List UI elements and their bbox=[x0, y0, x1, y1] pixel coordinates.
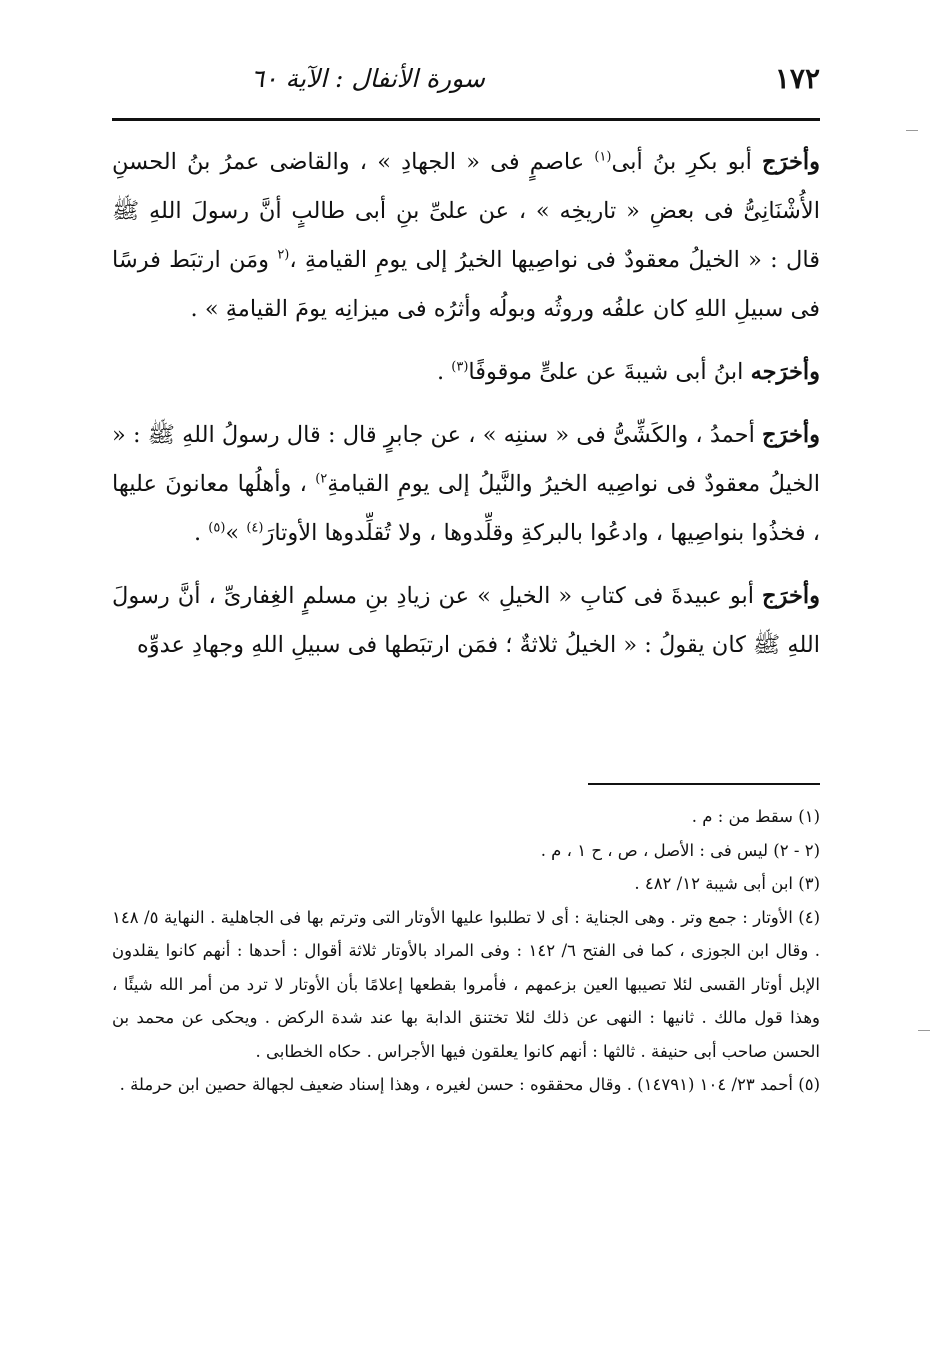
paragraph-text: عاصمٍ فى « الجهادِ » ، والقاضى عمرُ بنُ الحسنِ الأُشْنَانِىُّ فى بعضِ « تاريخِه » ، عن علىِّ بنِ أبى طالبٍ أنَّ رسولَ اللهِ ﷺ قال : « الخيلُ معقودٌ فى نواصِيها الخيرُ إلى يومِ القيامةِ ، bbox=[112, 149, 820, 273]
page-header bbox=[110, 58, 820, 104]
footnote-rule bbox=[588, 783, 820, 785]
paragraph-2 bbox=[112, 348, 820, 397]
scan-edge-mark bbox=[918, 1030, 930, 1031]
paragraph-text: أبو عبيدةَ فى كتابِ « الخيلِ » عن زيادِ بنِ مسلمٍ الغِفارىِّ ، أنَّ رسولَ اللهِ ﷺ كان يقولُ : « الخيلُ ثلاثةٌ ؛ فمَن ارتبَطها فى سبيلِ اللهِ وجهادِ عدوِّه bbox=[112, 583, 820, 658]
footnote-ref-2-close: ٢) bbox=[315, 471, 328, 487]
paragraph-lead: وأخرَج bbox=[762, 422, 820, 448]
scan-edge-mark bbox=[906, 130, 918, 131]
paragraph-text: ومَن ارتبَط فرسًا فى سبيلِ اللهِ كان علفُه وروثُه وبولُه وأثرُه فى ميزانِه يومَ القيامةِ » . bbox=[112, 247, 820, 322]
footnote-5: (٥) أحمد ٢٣/ ١٠٤ (١٤٧٩١) . وقال محققوه : حسن لغيره ، وهذا إسناد ضعيف لجهالة حصين ابن حرملة . bbox=[119, 1075, 820, 1094]
footnote-ref-4: (٤) bbox=[246, 520, 264, 536]
footnote-3: (٣) ابن أبى شيبة ١٢/ ٤٨٢ . bbox=[634, 874, 820, 893]
footnote-2: (٢ - ٢) ليس فى : الأصل ، ص ، ح ١ ، م . bbox=[540, 840, 820, 860]
paragraph-text: . bbox=[436, 359, 452, 385]
paragraph-3 bbox=[112, 411, 820, 558]
paragraph-text: ، وأهلُها معانونَ عليها ، فخذُوا بنواصِيها ، وادعُوا بالبركةِ وقلِّدوها ، ولا تُقلِّدوها الأوتارَ bbox=[112, 471, 820, 546]
footnote-ref-5: (٥) bbox=[208, 520, 226, 536]
paragraph-lead: وأخرَج bbox=[762, 149, 820, 175]
paragraph-text: . bbox=[193, 520, 209, 546]
paragraph-text: أبو بكرِ بنُ أبى bbox=[611, 149, 763, 175]
header-rule bbox=[112, 118, 820, 121]
footnote-ref-3: (٣) bbox=[451, 359, 469, 375]
paragraph-text: » bbox=[225, 520, 247, 546]
footnote-4: (٤) الأوتار : جمع وتر . وهى الجناية : أى لا تطلبوا عليها الأوتار التى وترتم بها فى الجاهلية . النهاية ٥/ ١٤٨ . وقال ابن الجوزى ، كما فى الفتح ٦/ ١٤٢ : وفى المراد بالأوتار ثلاثة أقوال : أحدها : أنهم كانوا يقلدون الإبل أوتار القسى لئلا تصيبها العين بزعمهم ، فأمروا بقطعها إعلامًا بأن الأوتار لا ترد من أمر الله شيئًا ، وهذا قول مالك . ثانيها : النهى عن ذلك لئلا تختنق الدابة بها عند شدة الركض . ويحكى عن محمد بن الحسن صاحب أبى حنيفة . ثالثها : أنهم كانوا يعلقون فيها الأجراس . حكاه الخطابى . bbox=[112, 907, 821, 1061]
footnote-ref-2-open: (٢ bbox=[277, 247, 290, 263]
paragraph-4 bbox=[112, 572, 820, 670]
footnote-ref-1: (١) bbox=[594, 149, 612, 165]
paragraph-lead: وأخرَجه bbox=[750, 359, 820, 385]
main-text bbox=[112, 138, 820, 670]
running-title: سورة الأنفال : الآية ٦٠ bbox=[250, 64, 485, 93]
page-number: ١٧٢ bbox=[774, 62, 820, 95]
footnotes bbox=[112, 800, 820, 1102]
paragraph-text: أحمدُ ، والكَشِّىُّ فى « سننِه » ، عن جابرٍ قال : قال رسولُ اللهِ ﷺ : « الخيلُ معقودٌ فى نواصِيه الخيرُ والنَّيلُ إلى يومِ القيامةِ bbox=[112, 422, 820, 497]
paragraph-text: ابنُ أبى شيبةَ عن علىٍّ موقوفًا bbox=[468, 359, 751, 385]
paragraph-1 bbox=[112, 138, 820, 334]
footnote-1: (١) سقط من : م . bbox=[691, 807, 820, 826]
paragraph-lead: وأخرَج bbox=[762, 583, 820, 609]
